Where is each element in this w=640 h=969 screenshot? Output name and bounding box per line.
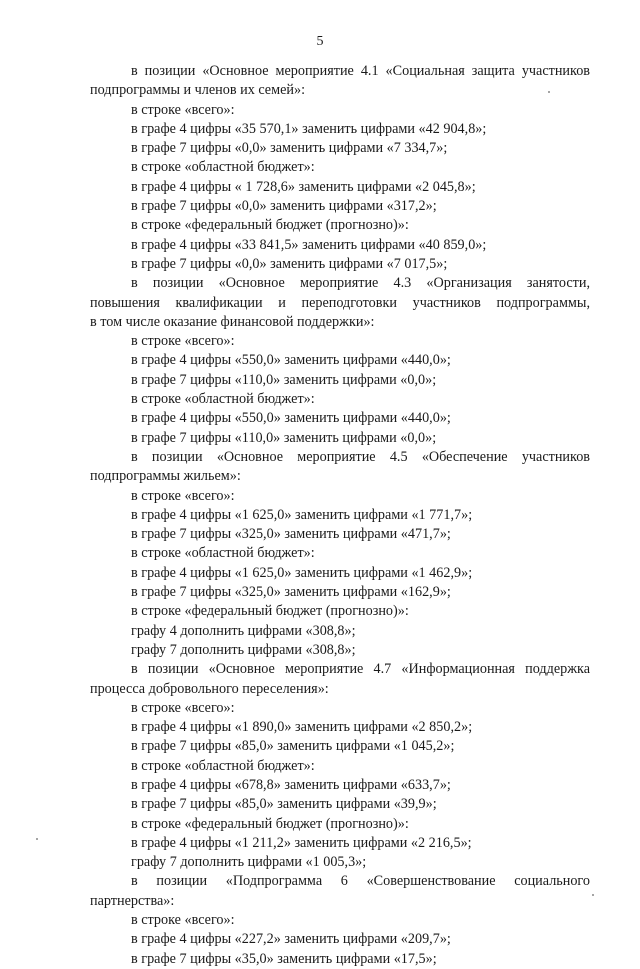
text-line: в строке «федеральный бюджет (прогнозно)»: xyxy=(131,217,409,234)
text-line: графу 4 дополнить цифрами «308,8»; xyxy=(131,622,356,639)
text-line: процесса добровольного переселения»: xyxy=(90,680,329,697)
text-line: в том числе оказание финансовой поддержки»: xyxy=(90,313,375,330)
text-line: в графе 7 цифры «110,0» заменить цифрами «0,0»; xyxy=(131,429,437,446)
text-line: в графе 4 цифры «227,2» заменить цифрами «209,7»; xyxy=(131,931,451,948)
page-number: 5 xyxy=(316,34,324,49)
text-line: в графе 4 цифры « 1 728,6» заменить цифрами «2 045,8»; xyxy=(131,178,476,195)
text-line: в позиции «Основное мероприятие 4.1 «Социальная защита участников xyxy=(131,63,590,79)
text-line: в графе 7 цифры «110,0» заменить цифрами «0,0»; xyxy=(131,371,437,388)
scan-speck xyxy=(36,838,38,840)
text-line: в строке «областной бюджет»: xyxy=(131,757,315,774)
text-line: в графе 4 цифры «35 570,1» заменить цифрами «42 904,8»; xyxy=(131,120,487,137)
text-line: графу 7 дополнить цифрами «308,8»; xyxy=(131,641,356,658)
text-line: в графе 4 цифры «678,8» заменить цифрами «633,7»; xyxy=(131,776,451,793)
text-line: в строке «всего»: xyxy=(131,101,235,118)
text-line: в графе 7 цифры «0,0» заменить цифрами «7 017,5»; xyxy=(131,255,448,272)
text-line: графу 7 дополнить цифрами «1 005,3»; xyxy=(131,854,367,871)
text-line: в позиции «Основное мероприятие 4.5 «Обеспечение участников xyxy=(131,448,590,465)
text-line: в графе 4 цифры «1 890,0» заменить цифрами «2 850,2»; xyxy=(131,719,473,736)
document-body xyxy=(90,62,590,969)
text-line: в графе 4 цифры «33 841,5» заменить цифрами «40 859,0»; xyxy=(131,236,487,253)
text-line: в графе 4 цифры «550,0» заменить цифрами «440,0»; xyxy=(131,352,451,369)
text-line: в графе 7 цифры «85,0» заменить цифрами «1 045,2»; xyxy=(131,738,455,755)
text-line: в графе 7 цифры «85,0» заменить цифрами «39,9»; xyxy=(131,796,437,813)
text-line: в графе 7 цифры «325,0» заменить цифрами «471,7»; xyxy=(131,526,451,543)
text-line: в строке «областной бюджет»: xyxy=(131,159,315,176)
text-line: партнерства»: xyxy=(90,892,175,909)
text-line: в графе 4 цифры «1 625,0» заменить цифрами «1 462,9»; xyxy=(131,564,473,581)
text-line: в строке «всего»: xyxy=(131,333,235,350)
text-line: в позиции «Основное мероприятие 4.7 «Информационная поддержка xyxy=(131,661,590,678)
text-line: в строке «всего»: xyxy=(131,487,235,504)
text-line: в строке «областной бюджет»: xyxy=(131,391,315,408)
text-line: в позиции «Основное мероприятие 4.3 «Организация занятости, xyxy=(131,275,590,292)
text-line: в графе 7 цифры «0,0» заменить цифрами «7 334,7»; xyxy=(131,140,448,157)
text-line: в графе 4 цифры «550,0» заменить цифрами «440,0»; xyxy=(131,410,451,427)
text-line: в строке «областной бюджет»: xyxy=(131,545,315,562)
text-line: в графе 4 цифры «1 625,0» заменить цифрами «1 771,7»; xyxy=(131,506,473,523)
scan-speck xyxy=(548,91,550,93)
text-line: подпрограммы жильем»: xyxy=(90,468,241,485)
text-line: в строке «всего»: xyxy=(131,912,235,929)
scan-speck xyxy=(592,894,594,896)
text-line: в позиции «Подпрограмма 6 «Совершенствование социального xyxy=(131,873,590,890)
text-line: в строке «федеральный бюджет (прогнозно)»: xyxy=(131,603,409,620)
text-line: в графе 7 цифры «325,0» заменить цифрами «162,9»; xyxy=(131,584,451,601)
text-line: в графе 7 цифры «0,0» заменить цифрами «317,2»; xyxy=(131,198,437,215)
text-line: в строке «федеральный бюджет (прогнозно)»: xyxy=(131,815,409,832)
text-line: в графе 7 цифры «35,0» заменить цифрами «17,5»; xyxy=(131,950,437,967)
text-line: в графе 4 цифры «1 211,2» заменить цифрами «2 216,5»; xyxy=(131,834,472,851)
text-line: подпрограммы и членов их семей»: xyxy=(90,82,306,99)
text-line: повышения квалификации и переподготовки участников подпрограммы, xyxy=(90,294,590,311)
text-line: в строке «всего»: xyxy=(131,699,235,716)
